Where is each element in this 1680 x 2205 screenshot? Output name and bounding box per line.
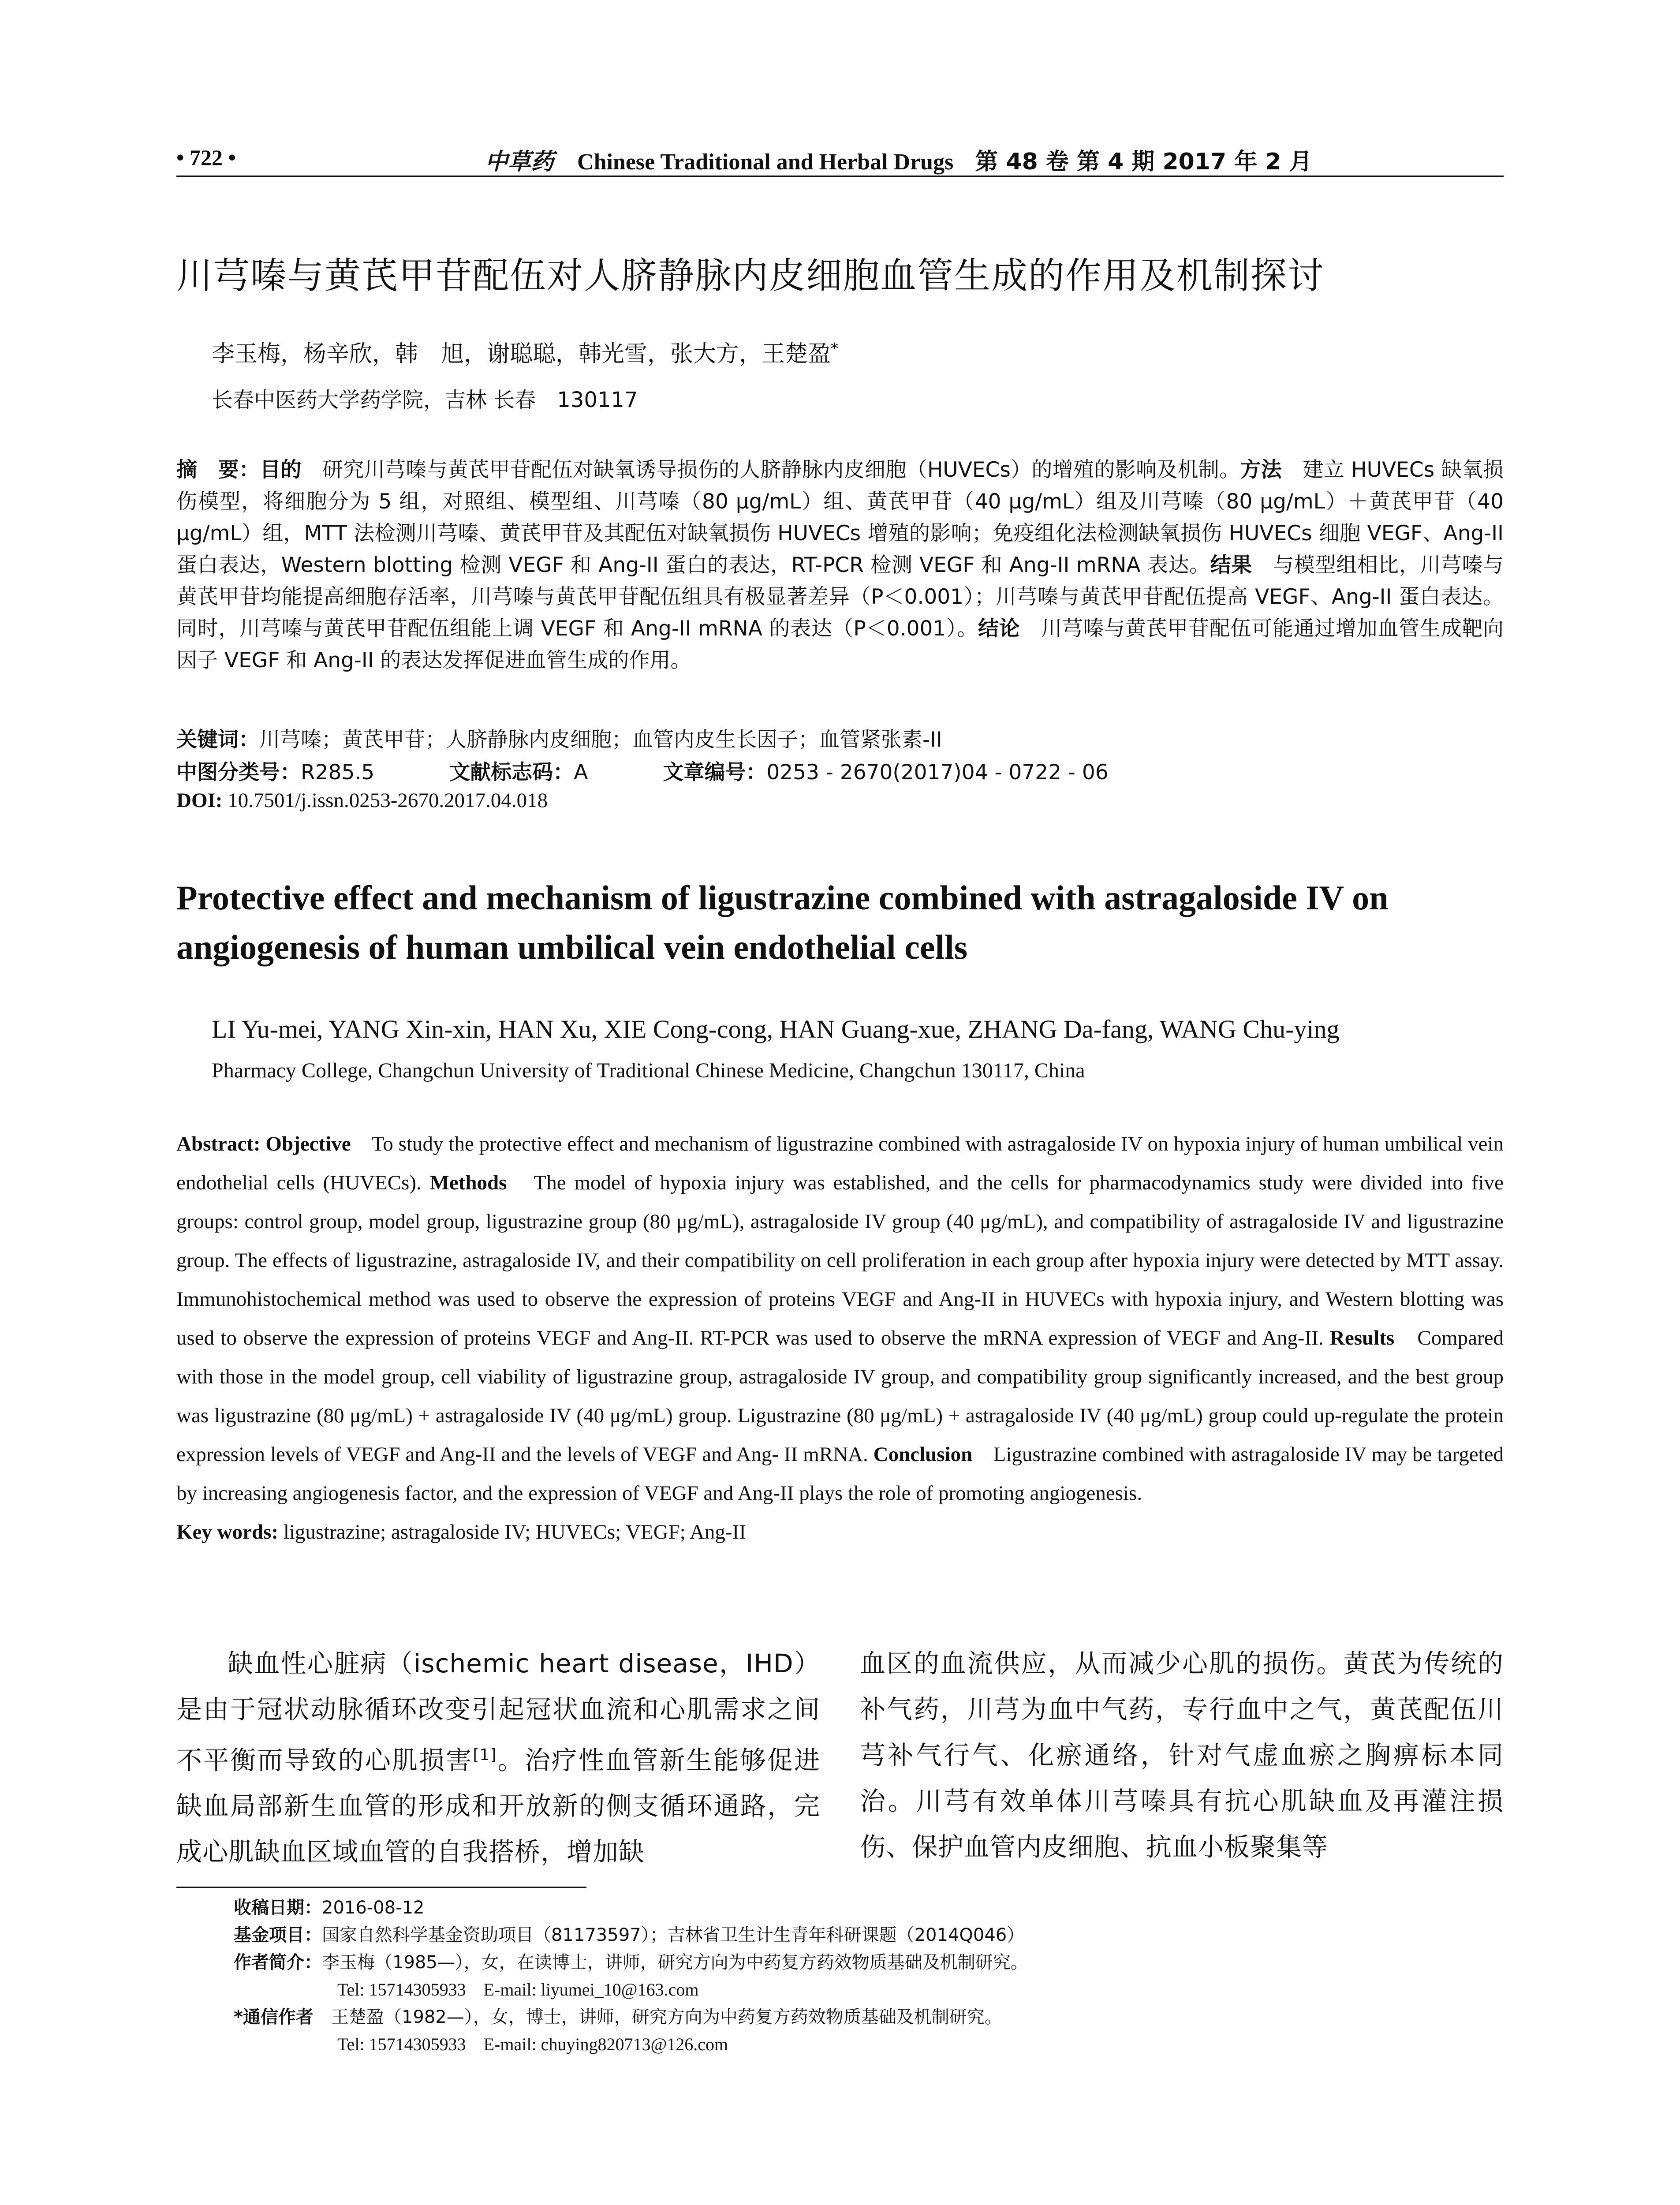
doi-label: DOI: bbox=[176, 789, 223, 812]
en-keywords-label: Key words: bbox=[176, 1521, 279, 1544]
body-left-text-cont: 。治疗性血管新生能够促进缺血局部新生血管的形成和开放新的侧支循环通路，完成心肌缺血区域血管的自我搭桥，增加缺 bbox=[176, 1745, 820, 1867]
article-value: 0253 - 2670(2017)04 - 0722 - 06 bbox=[766, 760, 1109, 785]
footnote-author bbox=[234, 1949, 1028, 1976]
cn-results-text: 与模型组相比，川芎嗪与黄芪甲苷均能提高细胞存活率，川芎嗪与黄芪甲苷配伍组具有极显著差异（P＜0.001）；川芎嗪与黄芪甲苷配伍提高 VEGF、Ang-II 蛋白表达。同时，川芎嗪与黄芪甲苷配伍组能上调 VEGF 和 Ang-II mRNA 的表达（P＜0.001）。 bbox=[176, 553, 1504, 641]
body-column-right: 血区的血流供应，从而减少心肌的损伤。黄芪为传统的补气药，川芎为血中气药，专行血中之气，黄芪配伍川芎补气行气、化瘀通络，针对气虚血瘀之胸痹标本同治。川芎有效单体川芎嗪具有抗心肌缺血及再灌注损伤、保护血管内皮细胞、抗血小板聚集等 bbox=[860, 1648, 1504, 1862]
footnote-fund bbox=[234, 1921, 1028, 1949]
body-column-left bbox=[176, 1641, 820, 1875]
clc-value: R285.5 bbox=[301, 760, 375, 785]
en-methods-text: The model of hypoxia injury was established, and the cells for pharmacodynamics study were divided into five groups: control group, model group, ligustrazine group (80 μg/mL), astragaloside IV group (40 μg/mL), and compatibility of astragaloside IV and ligustrazine group. The effects of ligustrazine, astragaloside IV, and their compatibility on cell proliferation in each group after hypoxia injury were detected by MTT assay. Immunohistochemical method was used to observe the expression of proteins VEGF and Ang-II in HUVECs with hypoxia injury, and Western blotting was used to observe the expression of proteins VEGF and Ang-II. RT-PCR was used to observe the mRNA expression of VEGF and Ang-II. bbox=[176, 1171, 1504, 1349]
cn-authors bbox=[212, 335, 838, 368]
corr-label: *通信作者 bbox=[234, 2007, 314, 2027]
journal-name: Chinese Traditional and Herbal Drugs bbox=[577, 149, 954, 175]
cn-conclusion-label: 结论 bbox=[978, 617, 1020, 641]
author-contact: Tel: 15714305933 E-mail: liyumei_10@163.com bbox=[337, 1980, 699, 1999]
clc-label: 中图分类号： bbox=[176, 760, 301, 785]
journal-logo: 中草药 bbox=[485, 148, 554, 175]
cn-abstract-label: 摘 要： bbox=[176, 458, 260, 482]
cn-conclusion-text: 川芎嗪与黄芪甲苷配伍可能通过增加血管生成靶向因子 VEGF 和 Ang-II 的表达发挥促进血管生成的作用。 bbox=[176, 617, 1504, 673]
cn-methods-text: 建立 HUVECs 缺氧损伤模型，将细胞分为 5 组，对照组、模型组、川芎嗪（80 μg/mL）组、黄芪甲苷（40 μg/mL）组及川芎嗪（80 μg/mL）＋黄芪甲苷（40 μg/mL）组，MTT 法检测川芎嗪、黄芪甲苷及其配伍对缺氧损伤 HUVECs 增殖的影响；免疫组化法检测缺氧损伤 HUVECs 细胞 VEGF、Ang-II 蛋白表达，Western blotting 检测 VEGF 和 Ang-II 蛋白的表达，RT-PCR 检测 VEGF 和 Ang-II mRNA 表达。 bbox=[176, 458, 1504, 577]
citation-ref[interactable]: [1] bbox=[473, 1746, 497, 1764]
fund-label: 基金项目： bbox=[234, 1925, 322, 1945]
cn-title: 川芎嗪与黄芪甲苷配伍对人脐静脉内皮细胞血管生成的作用及机制探讨 bbox=[176, 255, 1325, 297]
en-abstract bbox=[176, 1125, 1504, 1551]
doi-value: 10.7501/j.issn.0253-2670.2017.04.018 bbox=[222, 789, 548, 812]
cn-author-list: 李玉梅，杨辛欣，韩 旭，谢聪聪，韩光雪，张大方，王楚盈 bbox=[212, 341, 831, 367]
author-label: 作者简介： bbox=[234, 1952, 322, 1973]
page-number: • 722 • bbox=[176, 145, 236, 170]
article-label: 文章编号： bbox=[663, 760, 767, 785]
cn-results-label: 结果 bbox=[1210, 553, 1252, 577]
journal-title bbox=[485, 143, 1312, 176]
header-rule bbox=[176, 176, 1504, 177]
cn-objective-label: 目的 bbox=[260, 458, 302, 482]
body-left-text: 缺血性心脏病（ischemic heart disease，IHD）是由于冠状动脉循环改变引起冠状血流和心肌需求之间不平衡而导致的心肌损害 bbox=[176, 1648, 820, 1775]
corr-value: 王楚盈（1982—），女，博士，讲师，研究方向为中药复方药效物质基础及机制研究。 bbox=[313, 2007, 1002, 2027]
en-title: Protective effect and mechanism of ligustrazine combined with astragaloside IV on angiogenesis of human umbilical vein endothelial cells bbox=[176, 878, 1389, 966]
received-label: 收稿日期： bbox=[234, 1898, 322, 1918]
author-value: 李玉梅（1985—），女，在读博士，讲师，研究方向为中药复方药效物质基础及机制研究。 bbox=[322, 1952, 1028, 1973]
cn-objective-text: 研究川芎嗪与黄芪甲苷配伍对缺氧诱导损伤的人脐静脉内皮细胞（HUVECs）的增殖的影响及机制。 bbox=[301, 458, 1240, 482]
en-conclusion-label: Conclusion bbox=[873, 1443, 973, 1466]
corresponding-mark: * bbox=[831, 340, 839, 358]
en-abstract-label: Abstract: Objective bbox=[176, 1132, 351, 1155]
en-conclusion-text: Ligustrazine combined with astragaloside IV may be targeted by increasing angiogenesis factor, and the expression of VEGF and Ang-II plays the role of promoting angiogenesis. bbox=[176, 1443, 1504, 1505]
en-methods-label: Methods bbox=[429, 1171, 507, 1194]
en-keywords-text: ligustrazine; astragaloside IV; HUVECs; VEGF; Ang-II bbox=[278, 1521, 746, 1544]
footnote-received bbox=[234, 1894, 1028, 1921]
en-results-label: Results bbox=[1329, 1327, 1395, 1349]
doccode-value: A bbox=[574, 760, 588, 785]
en-affiliation: Pharmacy College, Changchun University of Traditional Chinese Medicine, Changchun 130117, China bbox=[212, 1059, 1085, 1082]
corr-contact: Tel: 15714305933 E-mail: chuying820713@126.com bbox=[337, 2034, 728, 2054]
cn-keywords bbox=[176, 723, 942, 753]
footnote-corresponding bbox=[234, 2003, 1028, 2031]
running-header bbox=[176, 140, 1504, 180]
cn-keywords-label: 关键词： bbox=[176, 728, 259, 752]
doccode-label: 文献标志码： bbox=[449, 760, 574, 785]
doi-line bbox=[176, 789, 548, 812]
en-objective-text: To study the protective effect and mechanism of ligustrazine combined with astragaloside IV on hypoxia injury of human umbilical vein endothelial cells (HUVECs). bbox=[176, 1132, 1504, 1194]
cn-classification bbox=[176, 756, 1109, 785]
cn-affiliation: 长春中医药大学药学院，吉林 长春 130117 bbox=[212, 388, 638, 412]
cn-keywords-text: 川芎嗪；黄芪甲苷；人脐静脉内皮细胞；血管内皮生长因子；血管紧张素-II bbox=[259, 728, 942, 752]
cn-methods-label: 方法 bbox=[1240, 458, 1282, 482]
footnotes bbox=[234, 1894, 1028, 2058]
en-authors: LI Yu-mei, YANG Xin-xin, HAN Xu, XIE Cong-cong, HAN Guang-xue, ZHANG Da-fang, WANG Chu-ying bbox=[212, 1015, 1340, 1043]
cn-abstract bbox=[176, 454, 1504, 676]
volume-issue: 第 48 卷 第 4 期 2017 年 2 月 bbox=[975, 149, 1312, 175]
received-value: 2016-08-12 bbox=[322, 1898, 425, 1918]
footnote-rule bbox=[176, 1887, 586, 1888]
en-results-text: Compared with those in the model group, cell viability of ligustrazine group, astragaloside IV group, and compatibility group significantly increased, and the best group was ligustrazine (80 μg/mL) + astragaloside IV (40 μg/mL) group. Ligustrazine (80 μg/mL) + astragaloside IV (40 μg/mL) group could up-regulate the protein expression levels of VEGF and Ang-II and the levels of VEGF and Ang- II mRNA. bbox=[176, 1327, 1504, 1466]
fund-value: 国家自然科学基金资助项目（81173597）；吉林省卫生计生青年科研课题（2014Q046） bbox=[322, 1925, 1025, 1945]
en-keywords bbox=[176, 1513, 1504, 1551]
